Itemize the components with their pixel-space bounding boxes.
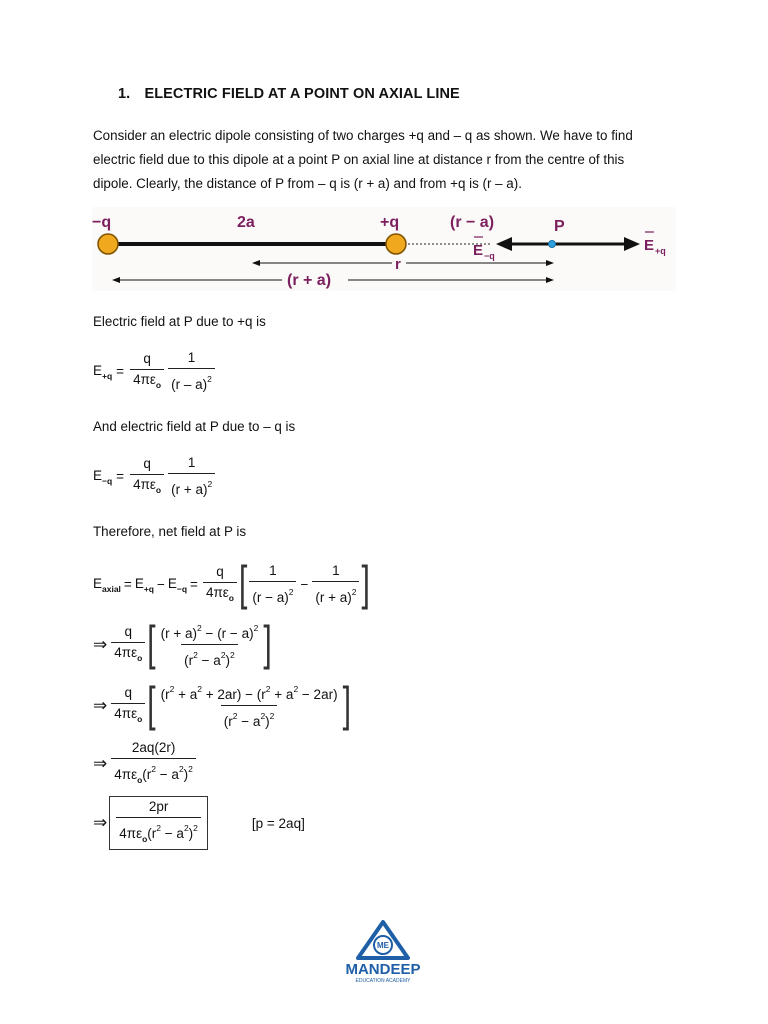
point-p-label: P (554, 218, 565, 235)
eq3-lhs: $E_{axial}$ (93, 575, 121, 594)
denominator: $4\pi\varepsilon_o$ (111, 642, 145, 666)
numerator: 1 (332, 563, 340, 578)
section-heading (118, 86, 460, 102)
implies-symbol: ⇒ (93, 634, 108, 654)
equation-step-2 (93, 678, 351, 732)
right-bracket: ] (263, 617, 272, 671)
denominator: $(r^2 - a^2)^2$ (221, 705, 278, 730)
numerator: 1 (269, 563, 277, 578)
logo-mark: ME (377, 941, 389, 950)
equals-sign: = (116, 364, 125, 379)
point-p (549, 241, 556, 248)
right-bracket: ] (361, 557, 370, 611)
numerator: $(r^2 + a^2 + 2ar) - (r^2 + a^2 - 2ar)$ (160, 684, 338, 702)
equation-result (93, 796, 305, 850)
result-box (109, 796, 208, 850)
numerator: q (124, 684, 133, 700)
numerator: 1 (187, 455, 196, 470)
eq4-prefactor (111, 624, 145, 666)
denominator: $4\pi\varepsilon_o(r^2 - a^2)^2$ (116, 817, 201, 847)
dist-pos-label: (r − a) (450, 214, 495, 231)
eq2-fraction-1 (130, 456, 164, 498)
denominator: $4\pi\varepsilon_o$ (111, 703, 145, 727)
equals-sign: = (116, 469, 125, 484)
e-neg-label: E (473, 242, 484, 259)
field-neg-label: And electric field at P due to – q is (93, 419, 296, 434)
numerator: q (124, 623, 133, 639)
denominator: $(r + a)^2$ (312, 581, 359, 606)
intro-line: electric field due to this dipole at a point P on axial line at distance r from the centre of this (93, 152, 625, 167)
denominator: $4\pi\varepsilon_o$ (203, 582, 237, 606)
equation-e-neg (93, 455, 217, 498)
eq2-fraction-2 (168, 455, 215, 498)
field-pos-label: Electric field at P due to +q is (93, 314, 266, 329)
separation-label: 2a (237, 214, 255, 231)
equation-step-3 (93, 740, 198, 788)
numerator: q (143, 455, 151, 471)
intro-line: Consider an electric dipole consisting of two charges +q and – q as shown. We have to find (93, 128, 633, 143)
section-title: ELECTRIC FIELD AT A POINT ON AXIAL LINE (144, 86, 460, 102)
r-label: r (395, 256, 401, 273)
negative-charge (98, 234, 118, 254)
left-bracket: [ (147, 617, 156, 671)
denominator: $4\pi\varepsilon_o$ (130, 369, 164, 393)
numerator: 2pr (148, 799, 169, 814)
eq4-fraction (158, 620, 262, 669)
intro-paragraph (93, 124, 683, 196)
neg-charge-label: −q (92, 214, 112, 231)
numerator: $(r + a)^2 - (r - a)^2$ (160, 623, 259, 641)
positive-charge (386, 234, 406, 254)
numerator: 1 (187, 350, 196, 365)
e-neg-subscript: −q (484, 251, 495, 261)
minus-sign: − (300, 577, 309, 592)
eq1-lhs: $E_{+q}$ (93, 362, 113, 381)
r-plus-a-label: (r + a) (287, 272, 332, 289)
eq2-lhs: $E_{-q}$ (93, 467, 113, 486)
equals-sign: = (123, 577, 132, 592)
eq3-fraction-b (312, 563, 359, 606)
eq5-prefactor (111, 685, 145, 727)
eq5-fraction (158, 681, 341, 730)
right-bracket: ] (342, 678, 351, 732)
denominator: $(r + a)^2$ (168, 473, 215, 498)
eq3-fraction-a (249, 563, 296, 606)
implies-symbol: ⇒ (93, 813, 108, 832)
equation-step-1 (93, 617, 272, 671)
mandeep-logo (342, 918, 424, 986)
equation-e-axial (93, 557, 370, 611)
denominator: $4\pi\varepsilon_o(r^2 - a^2)^2$ (111, 758, 196, 788)
eq3-prefactor (203, 564, 237, 606)
numerator: q (143, 350, 151, 366)
denominator: (r – a)$^2$ (168, 368, 215, 393)
denominator: $(r^2 - a^2)^2$ (181, 644, 238, 669)
logo-subtext: EDUCATION ACADEMY (355, 978, 411, 984)
eq3-term-2: $E_{-q}$ (167, 575, 188, 594)
implies-symbol: ⇒ (93, 695, 108, 715)
implies-symbol: ⇒ (93, 754, 108, 773)
pos-charge-label: +q (380, 214, 400, 231)
denominator: $(r - a)^2$ (249, 581, 296, 606)
numerator: 2aq(2r) (131, 740, 176, 755)
e-pos-subscript: +q (655, 246, 666, 256)
dipole-diagram (92, 207, 676, 291)
eq1-fraction-2 (168, 350, 215, 393)
minus-sign: − (156, 577, 165, 592)
equation-e-pos (93, 350, 217, 393)
left-bracket: [ (238, 557, 248, 611)
equals-sign: = (190, 577, 198, 592)
eq7-fraction (116, 799, 201, 847)
e-pos-label: E (644, 237, 655, 254)
dipole-moment-note: [p = 2aq] (251, 815, 305, 831)
net-field-label: Therefore, net field at P is (93, 524, 247, 539)
denominator: $4\pi\varepsilon_o$ (130, 474, 164, 498)
section-number: 1. (118, 86, 131, 102)
eq3-term-1: $E_{+q}$ (134, 575, 154, 594)
logo-text: MANDEEP (345, 961, 421, 978)
eq6-fraction (111, 740, 196, 788)
eq1-fraction-1 (130, 351, 164, 393)
numerator: q (216, 563, 224, 579)
intro-line: dipole. Clearly, the distance of P from – q is (r + a) and from +q is (r – a). (93, 176, 522, 191)
left-bracket: [ (147, 678, 156, 732)
